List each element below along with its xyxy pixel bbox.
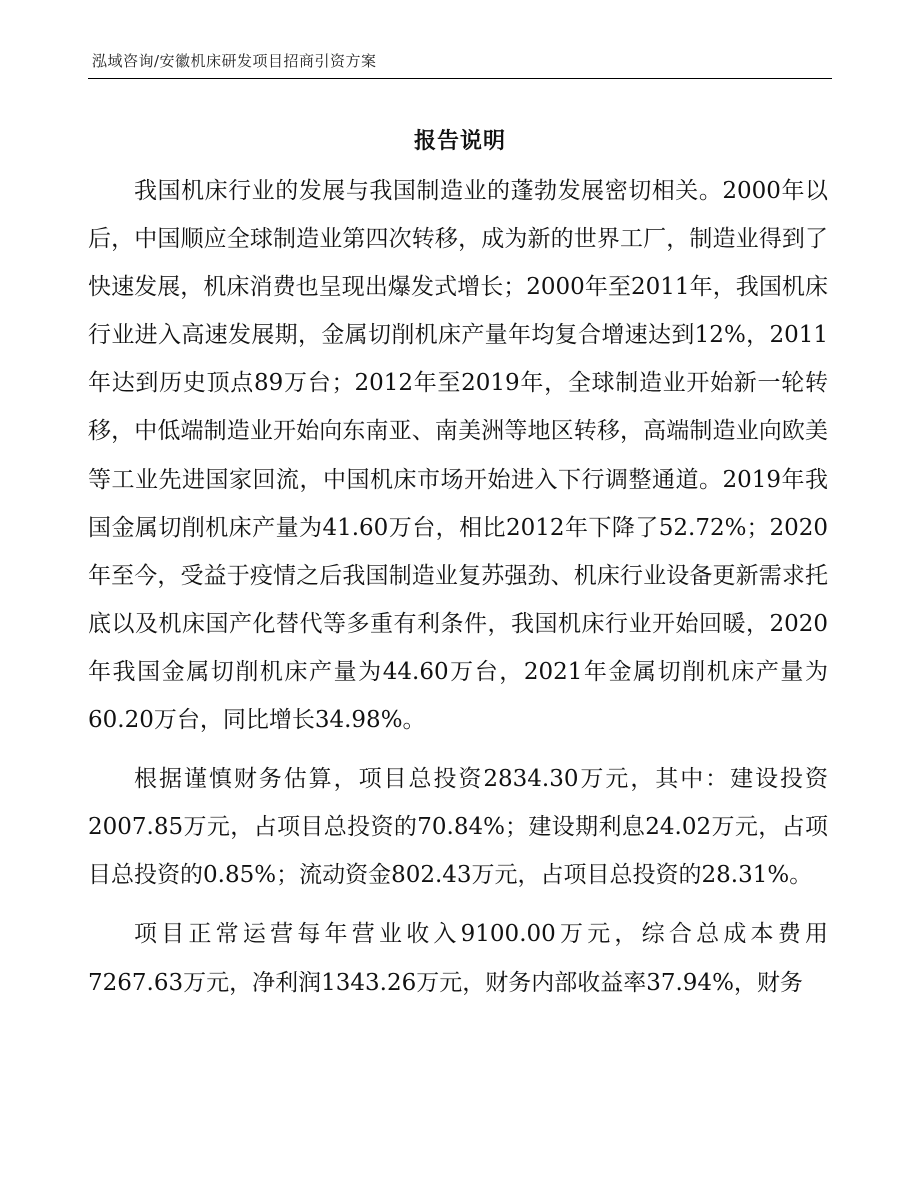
page-header: 泓域咨询/安徽机床研发项目招商引资方案 — [92, 52, 377, 70]
header-divider — [88, 78, 832, 79]
report-body — [88, 167, 828, 1007]
paragraph-operating-revenue: 项目正常运营每年营业收入9100.00万元，综合总成本费用7267.63万元，净利润1343.26万元，财务内部收益率37.94%，财务 — [88, 921, 828, 996]
paragraph-investment-estimate: 根据谨慎财务估算，项目总投资2834.30万元，其中：建设投资2007.85万元，占项目总投资的70.84%；建设期利息24.02万元，占项目总投资的0.85%；流动资金802.43万元，占项目总投资的28.31%。 — [88, 766, 828, 889]
section-title: 报告说明 — [413, 128, 506, 154]
paragraph-industry-background: 我国机床行业的发展与我国制造业的蓬勃发展密切相关。2000年以后，中国顺应全球制造业第四次转移，成为新的世界工厂，制造业得到了快速发展，机床消费也呈现出爆发式增长；2000年至2011年，我国机床行业进入高速发展期，金属切削机床产量年均复合增速达到12%，2011年达到历史顶点89万台；2012年至2019年，全球制造业开始新一轮转移，中低端制造业开始向东南亚、南美洲等地区转移，高端制造业向欧美等工业先进国家回流，中国机床市场开始进入下行调整通道。2019年我国金属切削机床产量为41.60万台，相比2012年下降了52.72%；2020年至今，受益于疫情之后我国制造业复苏强劲、机床行业设备更新需求托底以及机床国产化替代等多重有利条件，我国机床行业开始回暖，2020年我国金属切削机床产量为44.60万台，2021年金属切削机床产量为60.20万台，同比增长34.98%。 — [88, 178, 828, 734]
